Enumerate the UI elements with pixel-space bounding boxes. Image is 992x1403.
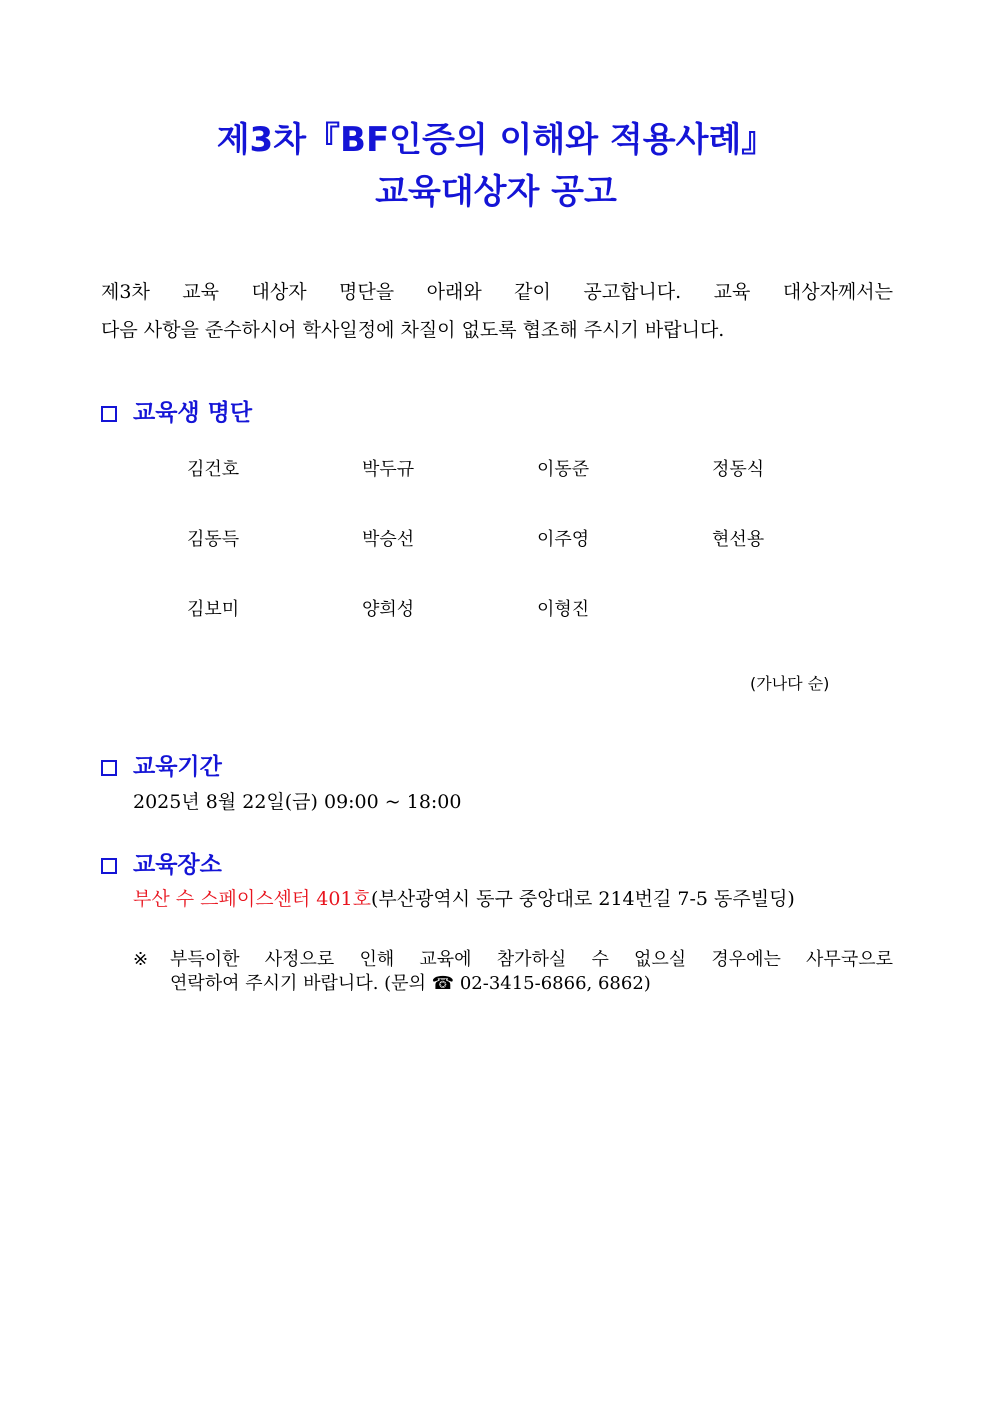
student-name: 박승선 <box>362 529 415 550</box>
intro-paragraph <box>101 273 893 349</box>
student-row <box>187 595 887 665</box>
student-name: 이동준 <box>537 459 590 480</box>
student-row <box>187 525 887 595</box>
section-period <box>101 752 222 782</box>
student-name <box>712 595 887 665</box>
student-name: 박두규 <box>362 459 415 480</box>
student-name: 양희성 <box>362 599 415 620</box>
reference-mark: ※ <box>133 949 149 970</box>
student-name: 이주영 <box>537 529 590 550</box>
section-students <box>101 398 252 428</box>
contact-note <box>133 948 893 996</box>
section-period-heading: 교육기간 <box>133 754 222 780</box>
contact-phone-numbers: 02-3415-6866, 6862) <box>454 973 651 994</box>
section-students-heading: 교육생 명단 <box>133 400 253 426</box>
student-name: 김건호 <box>187 459 240 480</box>
student-name: 이형진 <box>537 599 590 620</box>
student-name: 김동득 <box>187 529 240 550</box>
note-line-2-prefix: 연락하여 주시기 바랍니다. (문의 <box>170 973 432 994</box>
student-name: 현선용 <box>712 529 765 550</box>
phone-icon: ☎ <box>431 973 455 994</box>
student-name: 정동식 <box>712 459 765 480</box>
education-place <box>133 884 795 914</box>
section-place <box>101 850 222 880</box>
note-line-1: 부득이한 사정으로 인해 교육에 참가하실 수 없으실 경우에는 사무국으로 <box>170 949 893 970</box>
checkbox-square-icon <box>101 858 117 874</box>
student-row <box>187 455 887 525</box>
page-title: 제3차『BF인증의 이해와 적용사례』 <box>216 120 776 160</box>
intro-line-1: 제3차 교육 대상자 명단을 아래와 같이 공고합니다. 교육 대상자께서는 <box>101 281 893 303</box>
checkbox-square-icon <box>101 760 117 776</box>
page-subtitle: 교육대상자 공고 <box>375 172 617 212</box>
section-place-heading: 교육장소 <box>133 852 222 878</box>
venue-address: (부산광역시 동구 중앙대로 214번길 7-5 동주빌딩) <box>370 888 795 910</box>
intro-line-2: 다음 사항을 준수하시어 학사일정에 차질이 없도록 협조해 주시기 바랍니다. <box>101 319 725 341</box>
education-period: 2025년 8월 22일(금) 09:00 ~ 18:00 <box>133 791 462 813</box>
venue-name: 부산 수 스페이스센터 401호 <box>133 888 371 910</box>
student-name: 김보미 <box>187 599 240 620</box>
student-list <box>187 455 887 665</box>
note-line-2 <box>133 972 893 996</box>
sort-order-note: (가나다 순) <box>750 674 830 693</box>
checkbox-square-icon <box>101 406 117 422</box>
